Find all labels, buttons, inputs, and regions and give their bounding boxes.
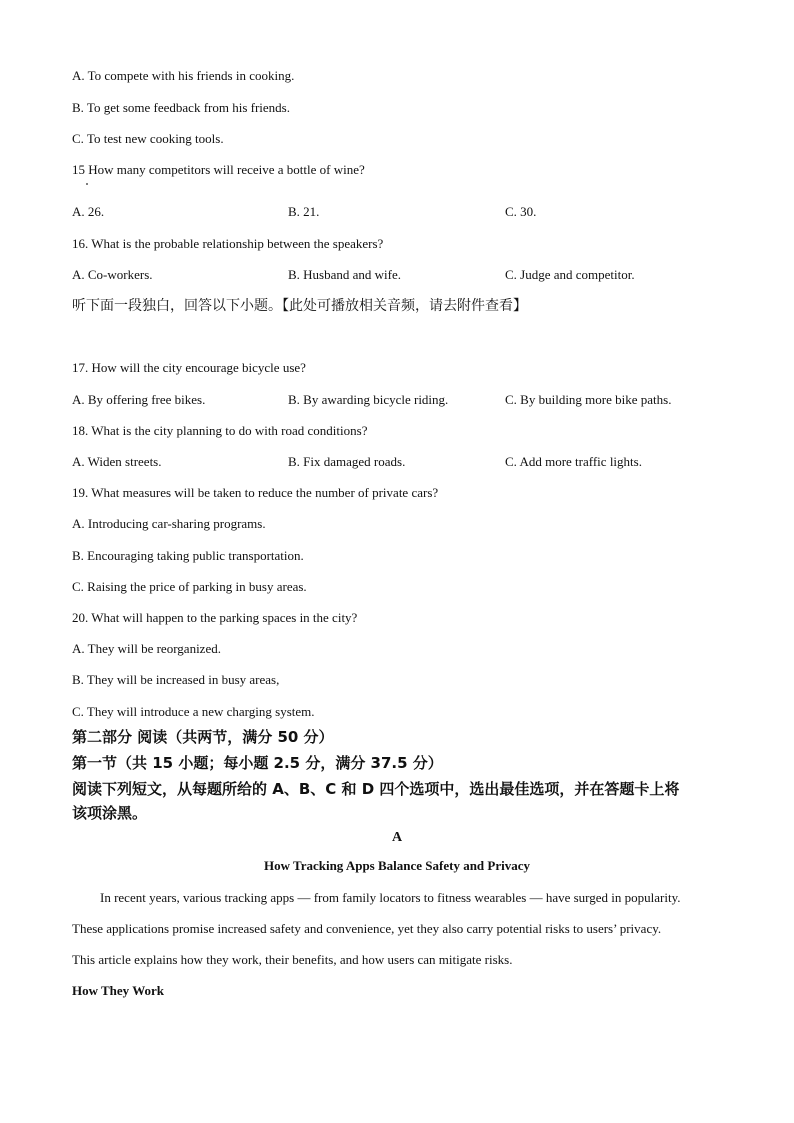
- reading-instruction-line1: 阅读下列短文，从每题所给的 A、B、C 和 D 四个选项中，选出最佳选项，并在答题卡上将: [72, 780, 680, 798]
- q19-question: 19. What measures will be taken to reduce the number of private cars?: [72, 485, 439, 500]
- part2-heading: 第二部分 阅读（共两节，满分 50 分）: [72, 728, 334, 746]
- passage-letter: A: [391, 830, 403, 845]
- q19-option-a: A. Introducing car-sharing programs.: [72, 516, 266, 531]
- q20-question: 20. What will happen to the parking spaces in the city?: [72, 610, 358, 625]
- passage-subheading: How They Work: [72, 983, 164, 998]
- q17-option-c: C. By building more bike paths.: [505, 392, 672, 407]
- q16-question: 16. What is the probable relationship between the speakers?: [72, 236, 384, 251]
- q16-option-c: C. Judge and competitor.: [505, 267, 635, 282]
- q15-option-b: B. 21.: [288, 204, 320, 219]
- q18-option-a: A. Widen streets.: [72, 454, 162, 469]
- stray-dot: [86, 183, 88, 185]
- q16-option-b: B. Husband and wife.: [288, 267, 402, 282]
- q17-option-a: A. By offering free bikes.: [72, 392, 206, 407]
- q15-option-c: C. 30.: [505, 204, 537, 219]
- q19-option-b: B. Encouraging taking public transportation.: [72, 548, 304, 563]
- passage-para-line2: These applications promise increased safety and convenience, yet they also carry potential risks to users’ privacy.: [72, 921, 662, 936]
- q17-option-b: B. By awarding bicycle riding.: [288, 392, 449, 407]
- q20-option-c: C. They will introduce a new charging system.: [72, 704, 315, 719]
- q19-option-c: C. Raising the price of parking in busy areas.: [72, 579, 307, 594]
- section1-heading: 第一节（共 15 小题；每小题 2.5 分，满分 37.5 分）: [72, 754, 443, 772]
- q20-option-a: A. They will be reorganized.: [72, 641, 221, 656]
- monologue-instruction: 听下面一段独白，回答以下小题。【此处可播放相关音频，请去附件查看】: [72, 298, 527, 314]
- q18-option-b: B. Fix damaged roads.: [288, 454, 406, 469]
- q16-option-a: A. Co-workers.: [72, 267, 153, 282]
- q15-question: 15 How many competitors will receive a bottle of wine?: [72, 162, 365, 177]
- q18-option-c: C. Add more traffic lights.: [505, 454, 642, 469]
- passage-para-line3: This article explains how they work, their benefits, and how users can mitigate risks.: [72, 952, 513, 967]
- q17-question: 17. How will the city encourage bicycle use?: [72, 360, 306, 375]
- q14-option-a: A. To compete with his friends in cooking.: [72, 68, 295, 83]
- q18-question: 18. What is the city planning to do with road conditions?: [72, 423, 368, 438]
- q14-option-c: C. To test new cooking tools.: [72, 131, 224, 146]
- q20-option-b: B. They will be increased in busy areas,: [72, 672, 280, 687]
- passage-para-line1: In recent years, various tracking apps — from family locators to fitness wearables — have surged in popularity.: [100, 890, 681, 905]
- reading-instruction-line2: 该项涂黑。: [72, 804, 148, 822]
- passage-title: How Tracking Apps Balance Safety and Privacy: [263, 858, 531, 873]
- q14-option-b: B. To get some feedback from his friends.: [72, 100, 290, 115]
- q15-option-a: A. 26.: [72, 204, 105, 219]
